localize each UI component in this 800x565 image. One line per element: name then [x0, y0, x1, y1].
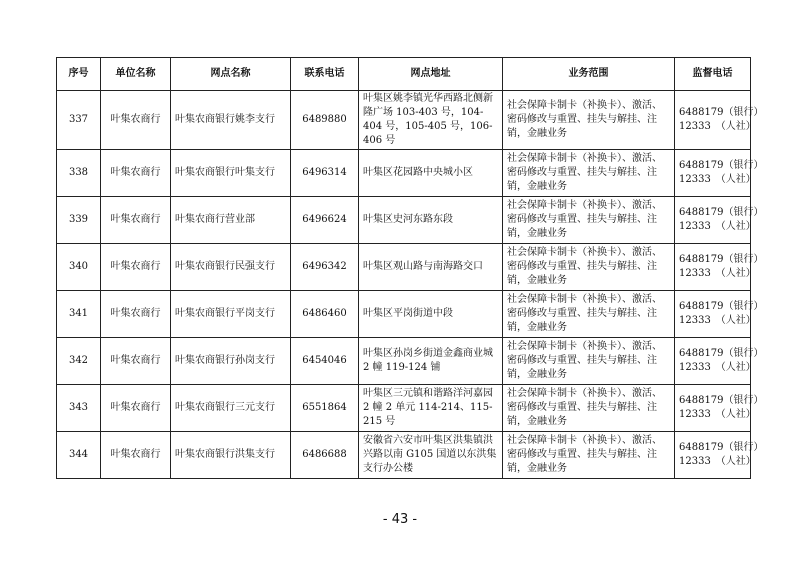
supervision-cell — [675, 91, 764, 150]
bank-phone: 6488179（银行） — [679, 107, 764, 118]
address-cell: 叶集区三元镇和谐路洋河嘉园 2 幢 2 单元 114-214、115-215 号 — [359, 385, 503, 432]
branch-cell: 叶集农商银行姚李支行 — [171, 91, 291, 150]
supervision-cell — [675, 150, 764, 197]
address-cell: 叶集区史河东路东段 — [359, 197, 503, 244]
branch-cell: 叶集农商银行三元支行 — [171, 385, 291, 432]
page-number: - 43 - — [382, 512, 418, 527]
header-branch: 网点名称 — [171, 58, 291, 91]
hr-phone: 12333 （人社） — [679, 456, 756, 467]
serial-cell: 342 — [57, 338, 101, 385]
table-row — [57, 291, 751, 338]
unit-cell: 叶集农商行 — [101, 338, 171, 385]
scope-cell: 社会保障卡制卡（补换卡）、激活、密码修改与重置、挂失与解挂、注销，金融业务 — [503, 291, 675, 338]
scope-cell: 社会保障卡制卡（补换卡）、激活、密码修改与重置、挂失与解挂、注销，金融业务 — [503, 244, 675, 291]
bank-phone: 6488179（银行） — [679, 160, 764, 171]
unit-cell: 叶集农商行 — [101, 291, 171, 338]
supervision-cell — [675, 385, 764, 432]
phone-cell: 6496624 — [291, 197, 359, 244]
table-row — [57, 244, 751, 291]
hr-phone: 12333 （人社） — [679, 362, 756, 373]
scope-cell: 社会保障卡制卡（补换卡）、激活、密码修改与重置、挂失与解挂、注销，金融业务 — [503, 338, 675, 385]
supervision-cell — [675, 291, 764, 338]
unit-cell: 叶集农商行 — [101, 432, 171, 479]
scope-cell: 社会保障卡制卡（补换卡）、激活、密码修改与重置、挂失与解挂、注销，金融业务 — [503, 197, 675, 244]
hr-phone: 12333 （人社） — [679, 315, 756, 326]
hr-phone: 12333 （人社） — [679, 409, 756, 420]
scope-cell: 社会保障卡制卡（补换卡）、激活、密码修改与重置、挂失与解挂、注销，金融业务 — [503, 150, 675, 197]
address-cell: 叶集区平岗街道中段 — [359, 291, 503, 338]
supervision-cell — [675, 244, 764, 291]
bank-phone: 6488179（银行） — [679, 442, 764, 453]
phone-cell: 6454046 — [291, 338, 359, 385]
branch-cell: 叶集农商行营业部 — [171, 197, 291, 244]
branch-cell: 叶集农商银行民强支行 — [171, 244, 291, 291]
serial-cell: 344 — [57, 432, 101, 479]
header-phone: 联系电话 — [291, 58, 359, 91]
header-supervision: 监督电话 — [675, 58, 751, 91]
phone-cell: 6496314 — [291, 150, 359, 197]
header-unit: 单位名称 — [101, 58, 171, 91]
hr-phone: 12333 （人社） — [679, 268, 756, 279]
serial-cell: 340 — [57, 244, 101, 291]
table-row — [57, 91, 751, 150]
supervision-cell — [675, 432, 764, 479]
phone-cell: 6489880 — [291, 91, 359, 150]
phone-cell: 6486688 — [291, 432, 359, 479]
unit-cell: 叶集农商行 — [101, 385, 171, 432]
address-cell: 叶集区观山路与南海路交口 — [359, 244, 503, 291]
phone-cell: 6551864 — [291, 385, 359, 432]
address-cell: 叶集区姚李镇光华西路北侧新隆广场 103-403 号，104-404 号，105-405 号，106-406 号 — [359, 91, 503, 150]
address-cell: 叶集区孙岗乡街道金鑫商业城 2 幢 119-124 铺 — [359, 338, 503, 385]
supervision-cell — [675, 338, 764, 385]
phone-cell: 6496342 — [291, 244, 359, 291]
address-cell: 安徽省六安市叶集区洪集镇洪兴路以南 G105 国道以东洪集支行办公楼 — [359, 432, 503, 479]
table-row — [57, 432, 751, 479]
hr-phone: 12333 （人社） — [679, 221, 756, 232]
scope-cell: 社会保障卡制卡（补换卡）、激活、密码修改与重置、挂失与解挂、注销，金融业务 — [503, 432, 675, 479]
bank-phone: 6488179（银行） — [679, 301, 764, 312]
phone-cell: 6486460 — [291, 291, 359, 338]
bank-phone: 6488179（银行） — [679, 207, 764, 218]
header-scope: 业务范围 — [503, 58, 675, 91]
branch-cell: 叶集农商银行叶集支行 — [171, 150, 291, 197]
table-header-row — [57, 58, 751, 91]
unit-cell: 叶集农商行 — [101, 91, 171, 150]
header-address: 网点地址 — [359, 58, 503, 91]
serial-cell: 337 — [57, 91, 101, 150]
table-row — [57, 197, 751, 244]
table-row — [57, 150, 751, 197]
branch-cell: 叶集农商银行孙岗支行 — [171, 338, 291, 385]
serial-cell: 339 — [57, 197, 101, 244]
branch-cell: 叶集农商银行平岗支行 — [171, 291, 291, 338]
bank-phone: 6488179（银行） — [679, 348, 764, 359]
branch-cell: 叶集农商银行洪集支行 — [171, 432, 291, 479]
hr-phone: 12333 （人社） — [679, 121, 756, 132]
scope-cell: 社会保障卡制卡（补换卡）、激活、密码修改与重置、挂失与解挂、注销，金融业务 — [503, 385, 675, 432]
hr-phone: 12333 （人社） — [679, 174, 756, 185]
serial-cell: 338 — [57, 150, 101, 197]
unit-cell: 叶集农商行 — [101, 244, 171, 291]
header-serial: 序号 — [57, 58, 101, 91]
unit-cell: 叶集农商行 — [101, 150, 171, 197]
bank-phone: 6488179（银行） — [679, 395, 764, 406]
scope-cell: 社会保障卡制卡（补换卡）、激活、密码修改与重置、挂失与解挂、注销，金融业务 — [503, 91, 675, 150]
address-cell: 叶集区花园路中央城小区 — [359, 150, 503, 197]
supervision-cell — [675, 197, 764, 244]
unit-cell: 叶集农商行 — [101, 197, 171, 244]
table-row — [57, 385, 751, 432]
branch-table — [56, 57, 764, 479]
serial-cell: 341 — [57, 291, 101, 338]
bank-phone: 6488179（银行） — [679, 254, 764, 265]
table-row — [57, 338, 751, 385]
serial-cell: 343 — [57, 385, 101, 432]
